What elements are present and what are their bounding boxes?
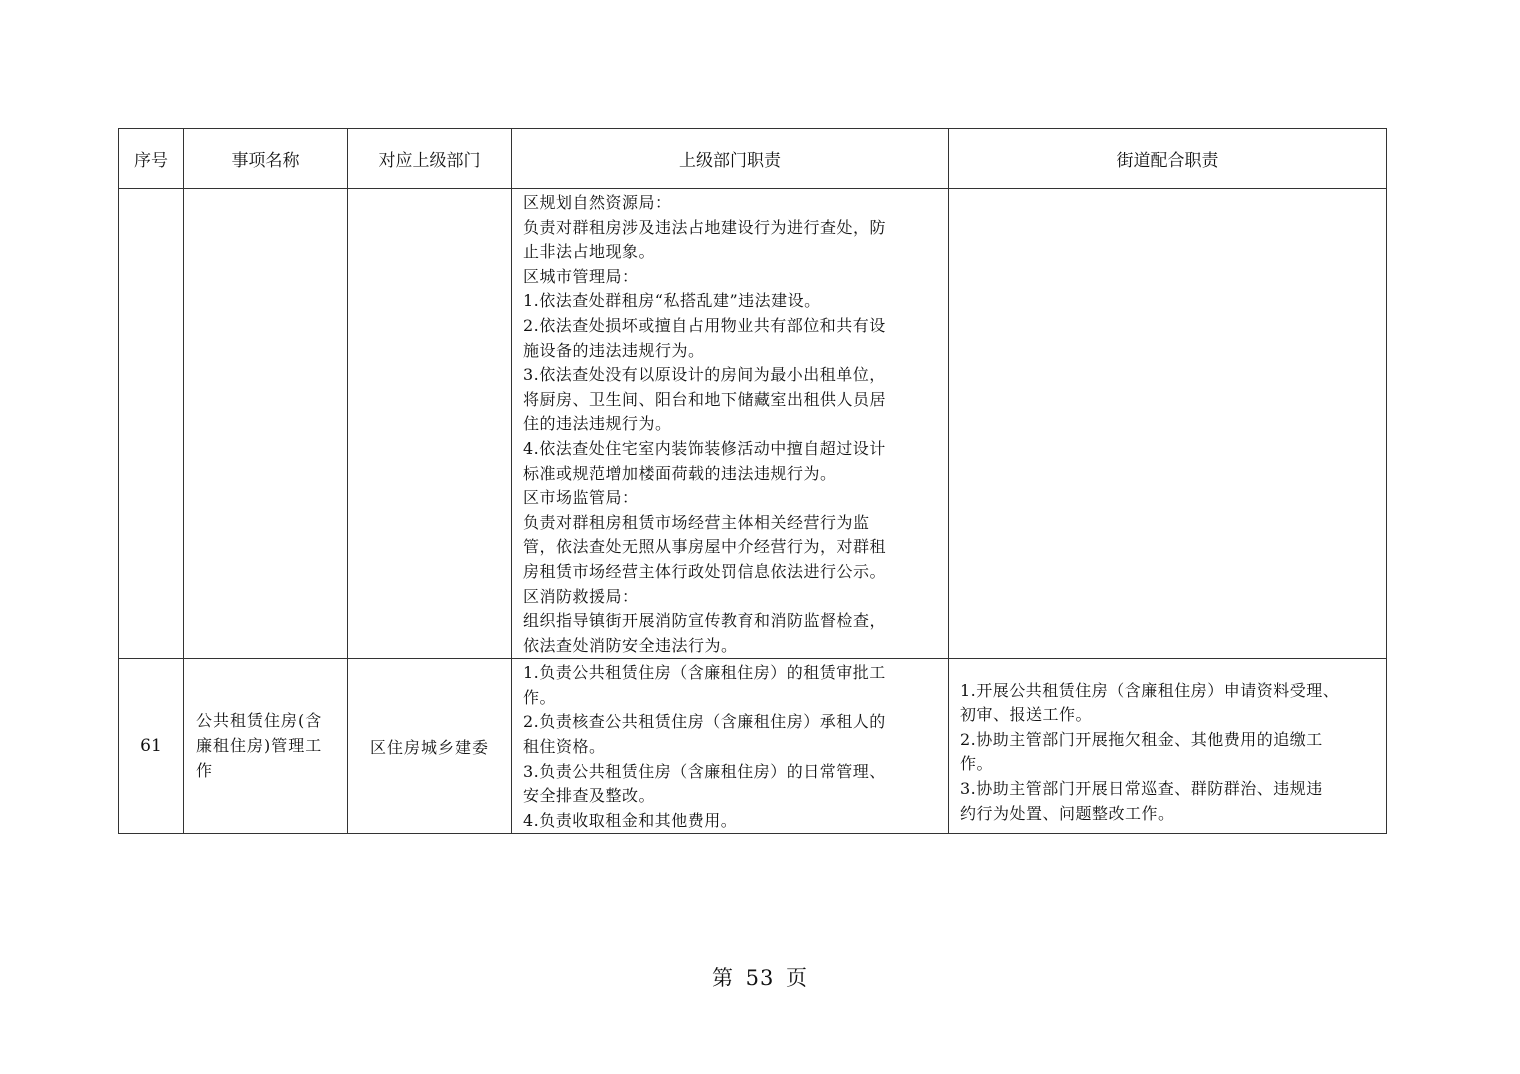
seq-cell: [119, 189, 184, 659]
street-duty-lines: [949, 667, 1386, 827]
text-line: 区市场监管局：: [523, 488, 639, 508]
text-line: 3.协助主管部门开展日常巡查、群防群治、违规违: [960, 778, 1323, 798]
text-line: 3.负责公共租赁住房（含廉租住房）的日常管理、: [523, 761, 886, 781]
text-line: 组织指导镇街开展消防宣传教育和消防监督检查，: [523, 611, 887, 631]
text-line: 区消防救援局：: [523, 586, 639, 606]
street-duty-cell: [949, 659, 1387, 834]
street-duty-cell: [949, 189, 1387, 659]
text-line: 2.依法查处损坏或擅自占用物业共有部位和共有设: [523, 315, 886, 335]
seq-cell: 61: [119, 659, 184, 834]
text-line: 2.协助主管部门开展拖欠租金、其他费用的追缴工: [960, 729, 1323, 749]
text-line: 1.负责公共租赁住房（含廉租住房）的租赁审批工: [523, 663, 886, 683]
upper-duty-lines: [512, 659, 948, 833]
text-line: 负责对群租房租赁市场经营主体相关经营行为监: [523, 512, 870, 532]
page-number-value: 53: [745, 966, 775, 990]
text-line: 作。: [523, 687, 557, 707]
page-number: [0, 962, 1520, 992]
duty-table: [118, 128, 1387, 834]
table-row-continued: [119, 189, 1387, 659]
page-prefix: 第: [711, 966, 734, 990]
header-upper-dept: 对应上级部门: [348, 129, 512, 189]
text-line: 租住资格。: [523, 737, 606, 757]
text-line: 施设备的违法违规行为。: [523, 340, 705, 360]
text-line: 依法查处消防安全违法行为。: [523, 635, 738, 655]
text-line: 将厨房、卫生间、阳台和地下储藏室出租供人员居: [523, 389, 887, 409]
header-street-duty: 街道配合职责: [949, 129, 1387, 189]
table-row-61: [119, 659, 1387, 834]
text-line: 区规划自然资源局：: [523, 193, 672, 212]
page-suffix: 页: [786, 966, 809, 990]
text-line: 3.依法查处没有以原设计的房间为最小出租单位，: [523, 365, 886, 385]
item-name-cell: [184, 189, 348, 659]
text-line: 1.开展公共租赁住房（含廉租住房）申请资料受理、: [960, 680, 1340, 700]
text-line: 作: [196, 760, 214, 780]
text-line: 1.依法查处群租房“私搭乱建”违法建设。: [523, 291, 821, 311]
upper-dept-cell: 区住房城乡建委: [348, 659, 512, 834]
header-seq: 序号: [119, 129, 184, 189]
upper-duty-lines: [512, 189, 948, 658]
item-name-lines: [184, 709, 347, 783]
text-line: 4.依法查处住宅室内装饰装修活动中擅自超过设计: [523, 438, 886, 458]
text-line: 廉租住房)管理工: [196, 736, 323, 756]
street-duty-lines: [949, 418, 1386, 430]
upper-duty-cell: [512, 659, 949, 834]
text-line: 区城市管理局：: [523, 266, 639, 286]
text-line: 约行为处置、问题整改工作。: [960, 803, 1175, 823]
text-line: 止非法占地现象。: [523, 242, 656, 262]
text-line: 管，依法查处无照从事房屋中介经营行为，对群租: [523, 537, 887, 557]
table-header-row: [119, 129, 1387, 189]
text-line: 住的违法违规行为。: [523, 414, 672, 434]
text-line: 负责对群租房涉及违法占地建设行为进行查处，防: [523, 217, 887, 237]
text-line: 4.负责收取租金和其他费用。: [523, 810, 738, 830]
text-line: 安全排查及整改。: [523, 786, 656, 806]
header-item-name: 事项名称: [184, 129, 348, 189]
text-line: 标准或规范增加楼面荷载的违法违规行为。: [523, 463, 837, 483]
text-line: 2.负责核查公共租赁住房（含廉租住房）承租人的: [523, 712, 886, 732]
upper-duty-cell: [512, 189, 949, 659]
text-line: 公共租赁住房(含: [196, 711, 323, 731]
header-upper-duty: 上级部门职责: [512, 129, 949, 189]
text-line: 作。: [960, 754, 994, 774]
upper-dept-cell: [348, 189, 512, 659]
item-name-cell: [184, 659, 348, 834]
text-line: 房租赁市场经营主体行政处罚信息依法进行公示。: [523, 561, 887, 581]
text-line: 初审、报送工作。: [960, 705, 1093, 725]
